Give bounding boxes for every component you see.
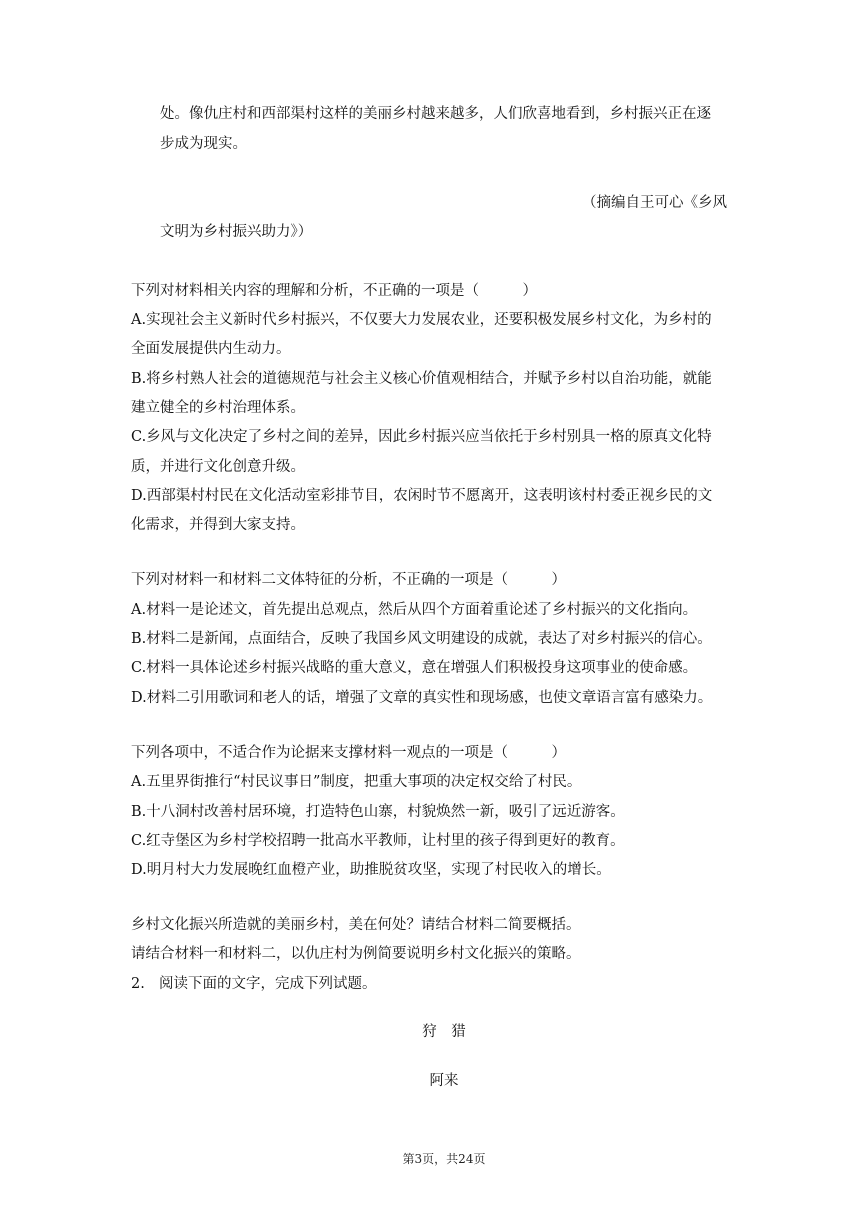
question-1-option-b: B.将乡村熟人社会的道德规范与社会主义核心价值观相结合，并赋予乡村以自治功能，就能 <box>131 371 712 387</box>
question-1-stem: 下列对材料相关内容的理解和分析，不正确的一项是（ ） <box>131 283 537 299</box>
question-1-option-d: D.西部渠村村民在文化活动室彩排节目，农闲时节不愿离开，这表明该村村委正视乡民的文 <box>131 488 713 504</box>
question-1-option-d-cont: 化需求，并得到大家支持。 <box>131 517 305 533</box>
question-3-option-a: A.五里界街推行“村民议事日”制度，把重大事项的决定权交给了村民。 <box>131 774 582 790</box>
question-1-option-c-cont: 质，并进行文化创意升级。 <box>131 459 305 475</box>
story-title: 狩 猎 <box>422 1024 466 1040</box>
question-4: 乡村文化振兴所造就的美丽乡村，美在何处？请结合材料二简要概括。 <box>131 917 581 933</box>
question-1-option-a-cont: 全面发展提供内生动力。 <box>131 341 291 357</box>
story-author: 阿来 <box>429 1073 459 1089</box>
question-2-option-a: A.材料一是论述文，首先提出总观点，然后从四个方面着重论述了乡村振兴的文化指向。 <box>131 602 698 618</box>
question-1-option-c: C.乡风与文化决定了乡村之间的差异，因此乡村振兴应当依托于乡村别具一格的原真文化特 <box>131 429 712 445</box>
question-2-option-b: B.材料二是新闻，点面结合，反映了我国乡风文明建设的成就，表达了对乡村振兴的信心。 <box>131 631 712 647</box>
question-1-option-b-cont: 建立健全的乡村治理体系。 <box>131 400 305 416</box>
question-3-option-c: C.红寺堡区为乡村学校招聘一批高水平教师，让村里的孩子得到更好的教育。 <box>131 833 625 849</box>
question-3-stem: 下列各项中，不适合作为论据来支撑材料一观点的一项是（ ） <box>131 745 566 761</box>
section-2-heading <box>131 974 377 994</box>
section-number: 2. <box>131 976 145 992</box>
continuation-line-2: 步成为现实。 <box>160 136 247 152</box>
question-2-option-d: D.材料二引用歌词和老人的话，增强了文章的真实性和现场感，也使文章语言富有感染力。 <box>131 690 713 706</box>
source-citation-line-1: （摘编自王可心《乡风 <box>582 195 727 211</box>
source-citation-line-2: 文明为乡村振兴助力》） <box>160 224 313 240</box>
question-1-option-a: A.实现社会主义新时代乡村振兴，不仅要大力发展农业，还要积极发展乡村文化，为乡村的 <box>131 312 712 328</box>
section-instruction: 阅读下面的文字，完成下列试题。 <box>159 976 377 992</box>
page-footer: 第3页，共24页 <box>402 1152 486 1166</box>
continuation-line-1: 处。像仇庄村和西部渠村这样的美丽乡村越来越多，人们欣喜地看到，乡村振兴正在逐 <box>160 106 711 122</box>
question-2-option-c: C.材料一具体论述乡村振兴战略的重大意义，意在增强人们积极投身这项事业的使命感。 <box>131 660 698 676</box>
question-3-option-d: D.明月村大力发展晚红血橙产业，助推脱贫攻坚，实现了村民收入的增长。 <box>131 862 611 878</box>
question-2-stem: 下列对材料一和材料二文体特征的分析，不正确的一项是（ ） <box>131 572 566 588</box>
question-5: 请结合材料一和材料二，以仇庄村为例简要说明乡村文化振兴的策略。 <box>131 946 581 962</box>
question-3-option-b: B.十八洞村改善村居环境，打造特色山寨，村貌焕然一新，吸引了远近游客。 <box>131 804 625 820</box>
